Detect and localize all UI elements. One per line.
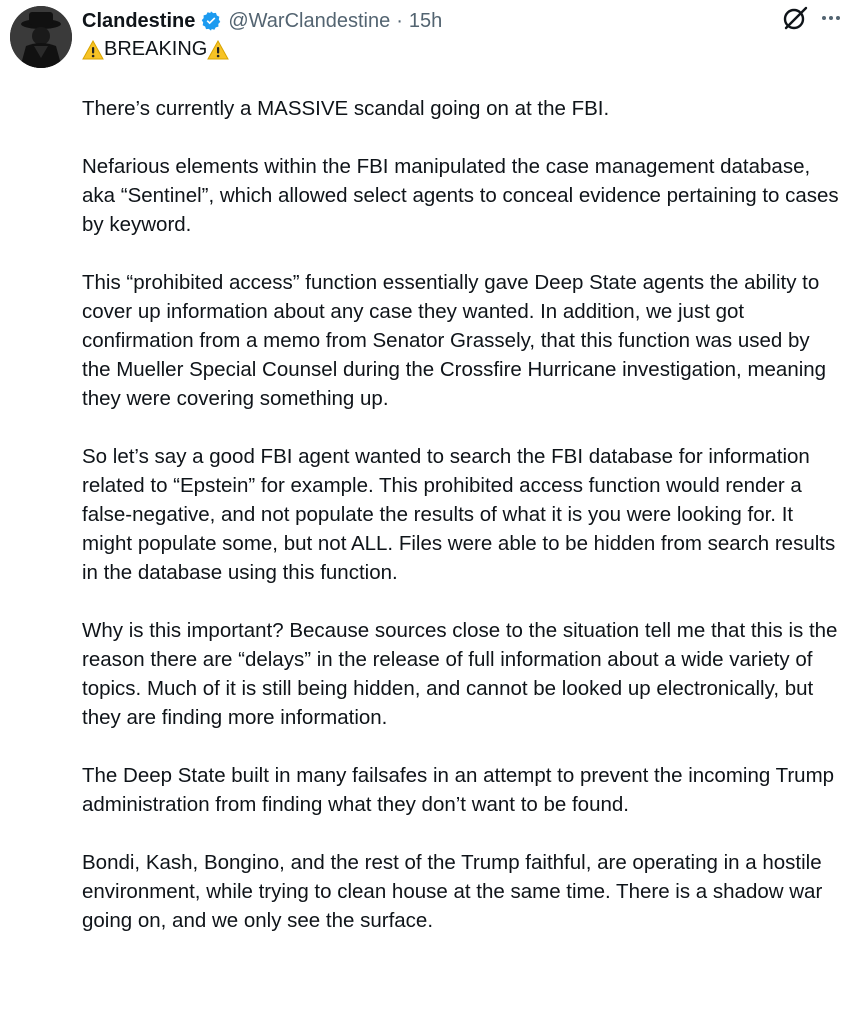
tweet-paragraph: This “prohibited access” function essentially gave Deep State agents the ability to cover up information about any case they wanted. In addition, we just got confirmation from a memo from Senator Grassely, that this function was used by the Mueller Special Counsel during the Crossfire Hurricane investigation, meaning they were covering something up. bbox=[82, 271, 827, 410]
grok-icon[interactable] bbox=[781, 4, 809, 32]
warning-icon bbox=[207, 40, 229, 60]
tweet-paragraph: The Deep State built in many failsafes in an attempt to prevent the incoming Trump administration from finding what they don’t want to be found. bbox=[82, 764, 835, 816]
tweet-body bbox=[82, 94, 842, 964]
warning-icon bbox=[82, 40, 104, 60]
tweet-paragraph: Nefarious elements within the FBI manipulated the case management database, aka “Sentinel”, which allowed select agents to conceal evidence pertaining to cases by keyword. bbox=[82, 155, 839, 236]
tweet-paragraph: So let’s say a good FBI agent wanted to search the FBI database for information related to “Epstein” for example. This prohibited access function would render a false-negative, and not populate the results of what it is you were looking for. It might populate some, but not ALL. Files were able to be hidden from search results in the database using this function. bbox=[82, 445, 836, 584]
tweet-header bbox=[82, 6, 857, 36]
timestamp[interactable]: 15h bbox=[408, 9, 443, 32]
tweet-paragraph: Bondi, Kash, Bongino, and the rest of the Trump faithful, are operating in a hostile environment, while trying to clean house at the same time. There is a shadow war going on, and we only see the surface. bbox=[82, 851, 823, 932]
tweet-paragraph: There’s currently a MASSIVE scandal going on at the FBI. bbox=[82, 97, 610, 120]
breaking-line bbox=[82, 38, 229, 61]
tweet-actions bbox=[781, 4, 843, 32]
more-icon[interactable] bbox=[819, 6, 843, 30]
verified-badge-icon bbox=[200, 10, 222, 32]
breaking-label: BREAKING bbox=[104, 38, 208, 60]
author-handle[interactable]: @WarClandestine bbox=[228, 9, 391, 32]
author-name[interactable]: Clandestine bbox=[82, 9, 196, 32]
tweet-paragraph: Why is this important? Because sources close to the situation tell me that this is the reason there are “delays” in the release of full information about a wide variety of topics. Much of it is still being hidden, and cannot be looked up electronically, but they are finding more information. bbox=[82, 619, 838, 729]
avatar[interactable] bbox=[10, 6, 72, 68]
separator-dot: · bbox=[396, 9, 403, 32]
avatar-image bbox=[10, 6, 72, 68]
